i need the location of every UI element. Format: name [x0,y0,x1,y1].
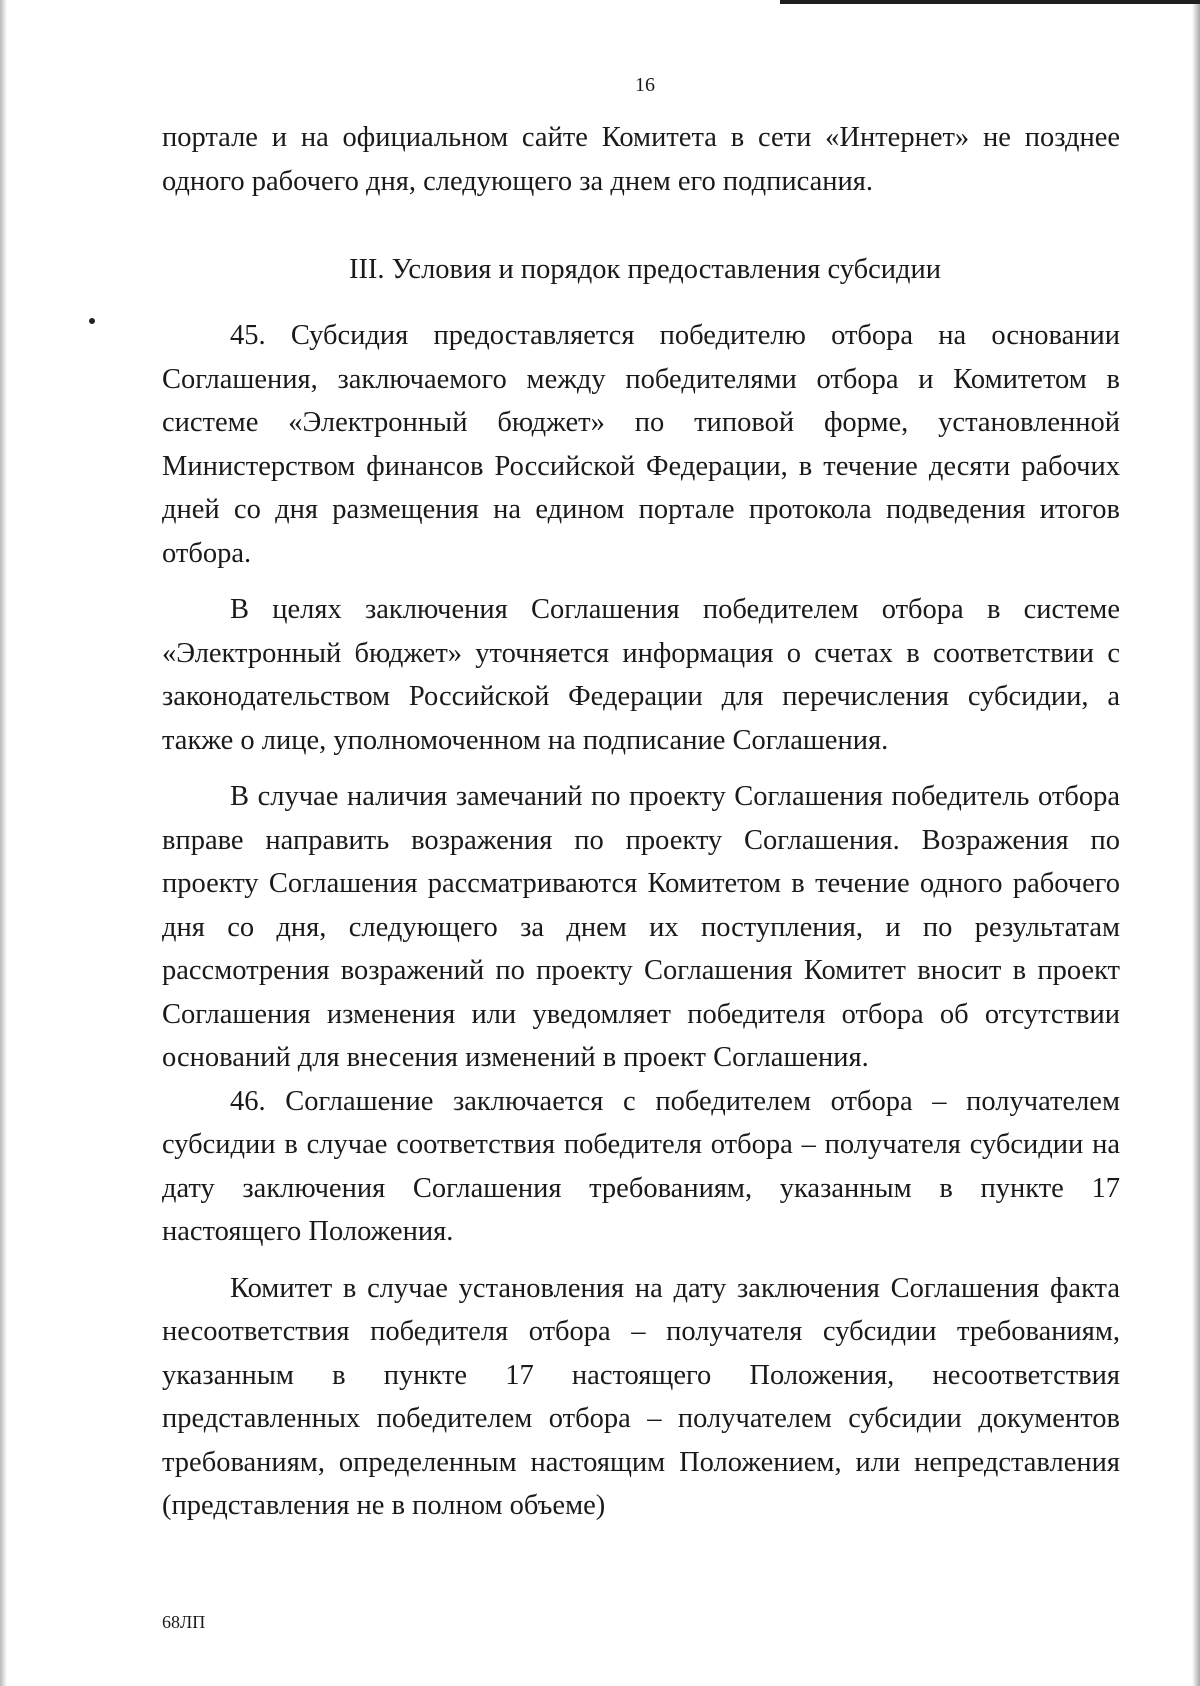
spacer [162,575,1120,588]
paragraph-45-accounts: В целях заключения Соглашения победителем отбора в системе «Электронный бюджет» уточняется информация о счетах в соответствии с законодательством Российской Федерации для перечисления субсидии, а также о лице, уполномоченном на подписание Соглашения. [162,594,1120,756]
spacer [162,1254,1120,1267]
page-number: 16 [635,74,655,96]
paragraph-45: 45. Субсидия предоставляется победителю отбора на основании Соглашения, заключаемого между победителями отбора и Комитетом в системе «Электронный бюджет» по типовой форме, установленной Министерством финансов Российской Федерации, в течение десяти рабочих дней со дня размещения на едином портале протокола подведения итогов отбора. [162,320,1120,569]
body-text [162,314,1120,1528]
spacer [162,762,1120,775]
section-heading: III. Условия и порядок предоставления субсидии [348,254,942,285]
paragraph-continuation: портале и на официальном сайте Комитета в сети «Интернет» не позднее одного рабочего дня, следующего за днем его подписания. [162,122,1120,197]
paragraph-46: 46. Соглашение заключается с победителем отбора – получателем субсидии в случае соответствия победителя отбора – получателя субсидии на дату заключения Соглашения требованиям, указанным в пункте 17 настоящего Положения. [162,1085,1120,1247]
scan-speck [89,318,95,324]
document-code: 68ЛП [162,1612,206,1632]
continuation-block [162,116,1120,203]
paragraph-45-objections: В случае наличия замечаний по проекту Соглашения победитель отбора вправе направить возражения по проекту Соглашения. Возражения по проекту Соглашения рассматриваются Комитетом в течение одного рабочего дня со дня, следующего за днем их поступления, и по результатам рассмотрения возражений по проекту Соглашения Комитет вносит в проект Соглашения изменения или уведомляет победителя отбора об отсутствии оснований для внесения изменений в проект Соглашения. [162,781,1120,1073]
paragraph-46-committee: Комитет в случае установления на дату заключения Соглашения факта несоответствия победителя отбора – получателя субсидии требованиям, указанным в пункте 17 настоящего Положения, несоответствия представленных победителем отбора – получателем субсидии документов требованиям, определенным настоящим Положением, или непредставления (представления не в полном объеме) [162,1272,1120,1521]
scan-edge-top [780,0,1200,4]
